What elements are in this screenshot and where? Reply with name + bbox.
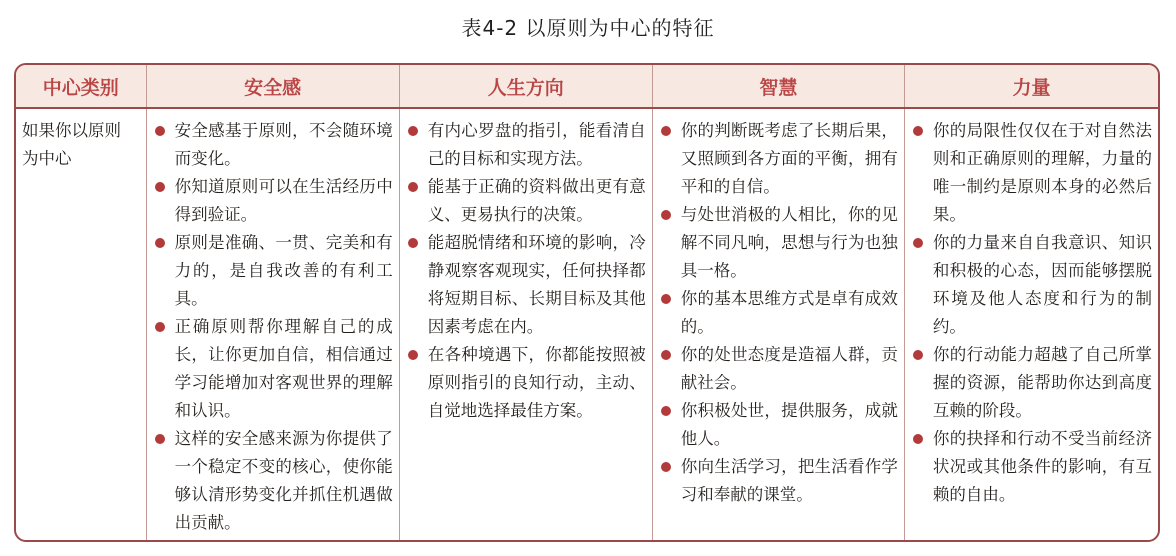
table-body-row [16, 109, 1158, 542]
list-item: 原则是准确、一贯、完美和有力的，是自我改善的有利工具。 [153, 229, 393, 313]
list-item: 你的抉择和行动不受当前经济状况或其他条件的影响，有互赖的自由。 [911, 425, 1152, 509]
list-item: 你的基本思维方式是卓有成效的。 [659, 285, 898, 341]
header-power: 力量 [1012, 76, 1051, 99]
bullet-icon [661, 350, 671, 360]
bullet-icon [155, 126, 165, 136]
list-item: 你知道原则可以在生活经历中得到验证。 [153, 173, 393, 229]
bullet-icon [155, 434, 165, 444]
list-item: 你的处世态度是造福人群，贡献社会。 [659, 341, 898, 397]
cell-security [147, 109, 400, 542]
list-item: 能超脱情绪和环境的影响，冷静观察客观现实，任何抉择都将短期目标、长期目标及其他因素考虑在内。 [406, 229, 646, 341]
table-title: 表4-2 以原则为中心的特征 [461, 16, 715, 40]
cell-guidance [400, 109, 653, 542]
list-item: 你积极处世，提供服务，成就他人。 [659, 397, 898, 453]
bullet-icon [408, 238, 418, 248]
list-item: 这样的安全感来源为你提供了一个稳定不变的核心，使你能够认清形势变化并抓住机遇做出贡献。 [153, 425, 393, 537]
bullet-icon [913, 350, 923, 360]
list-item: 与处世消极的人相比，你的见解不同凡响，思想与行为也独具一格。 [659, 201, 898, 285]
bullet-icon [408, 182, 418, 192]
list-item: 你的局限性仅仅在于对自然法则和正确原则的理解，力量的唯一制约是原则本身的必然后果。 [911, 117, 1152, 229]
cell-wisdom [653, 109, 905, 542]
header-security: 安全感 [147, 65, 400, 107]
bullet-icon [913, 126, 923, 136]
table-header-row [16, 65, 1158, 109]
list-item: 在各种境遇下，你都能按照被原则指引的良知行动，主动、自觉地选择最佳方案。 [406, 341, 646, 425]
list-item: 你向生活学习，把生活看作学习和奉献的课堂。 [659, 453, 898, 509]
bullet-icon [408, 350, 418, 360]
bullet-icon [408, 126, 418, 136]
list-item: 你的判断既考虑了长期后果，又照顾到各方面的平衡，拥有平和的自信。 [659, 117, 898, 201]
list-item: 有内心罗盘的指引，能看清自己的目标和实现方法。 [406, 117, 646, 173]
bullet-icon [155, 322, 165, 332]
list-item: 能基于正确的资料做出更有意义、更易执行的决策。 [406, 173, 646, 229]
bullet-icon [913, 238, 923, 248]
bullet-icon [661, 210, 671, 220]
bullet-icon [661, 294, 671, 304]
cell-power [905, 109, 1158, 542]
header-guidance: 人生方向 [400, 65, 653, 107]
bullet-icon [155, 182, 165, 192]
list-item: 你的行动能力超越了自己所掌握的资源，能帮助你达到高度互赖的阶段。 [911, 341, 1152, 425]
header-wisdom: 智慧 [653, 65, 905, 107]
bullet-icon [155, 238, 165, 248]
list-item: 安全感基于原则，不会随环境而变化。 [153, 117, 393, 173]
header-center-category: 中心类别 [16, 65, 147, 107]
list-item: 正确原则帮你理解自己的成长，让你更加自信，相信通过学习能增加对客观世界的理解和认识。 [153, 313, 393, 425]
bullet-icon [913, 434, 923, 444]
bullet-icon [661, 126, 671, 136]
bullet-icon [661, 406, 671, 416]
bullet-icon [661, 462, 671, 472]
list-item: 你的力量来自自我意识、知识和积极的心态，因而能够摆脱环境及他人态度和行为的制约。 [911, 229, 1152, 341]
row-label: 如果你以原则为中心 [16, 109, 147, 542]
principle-table [14, 63, 1160, 542]
